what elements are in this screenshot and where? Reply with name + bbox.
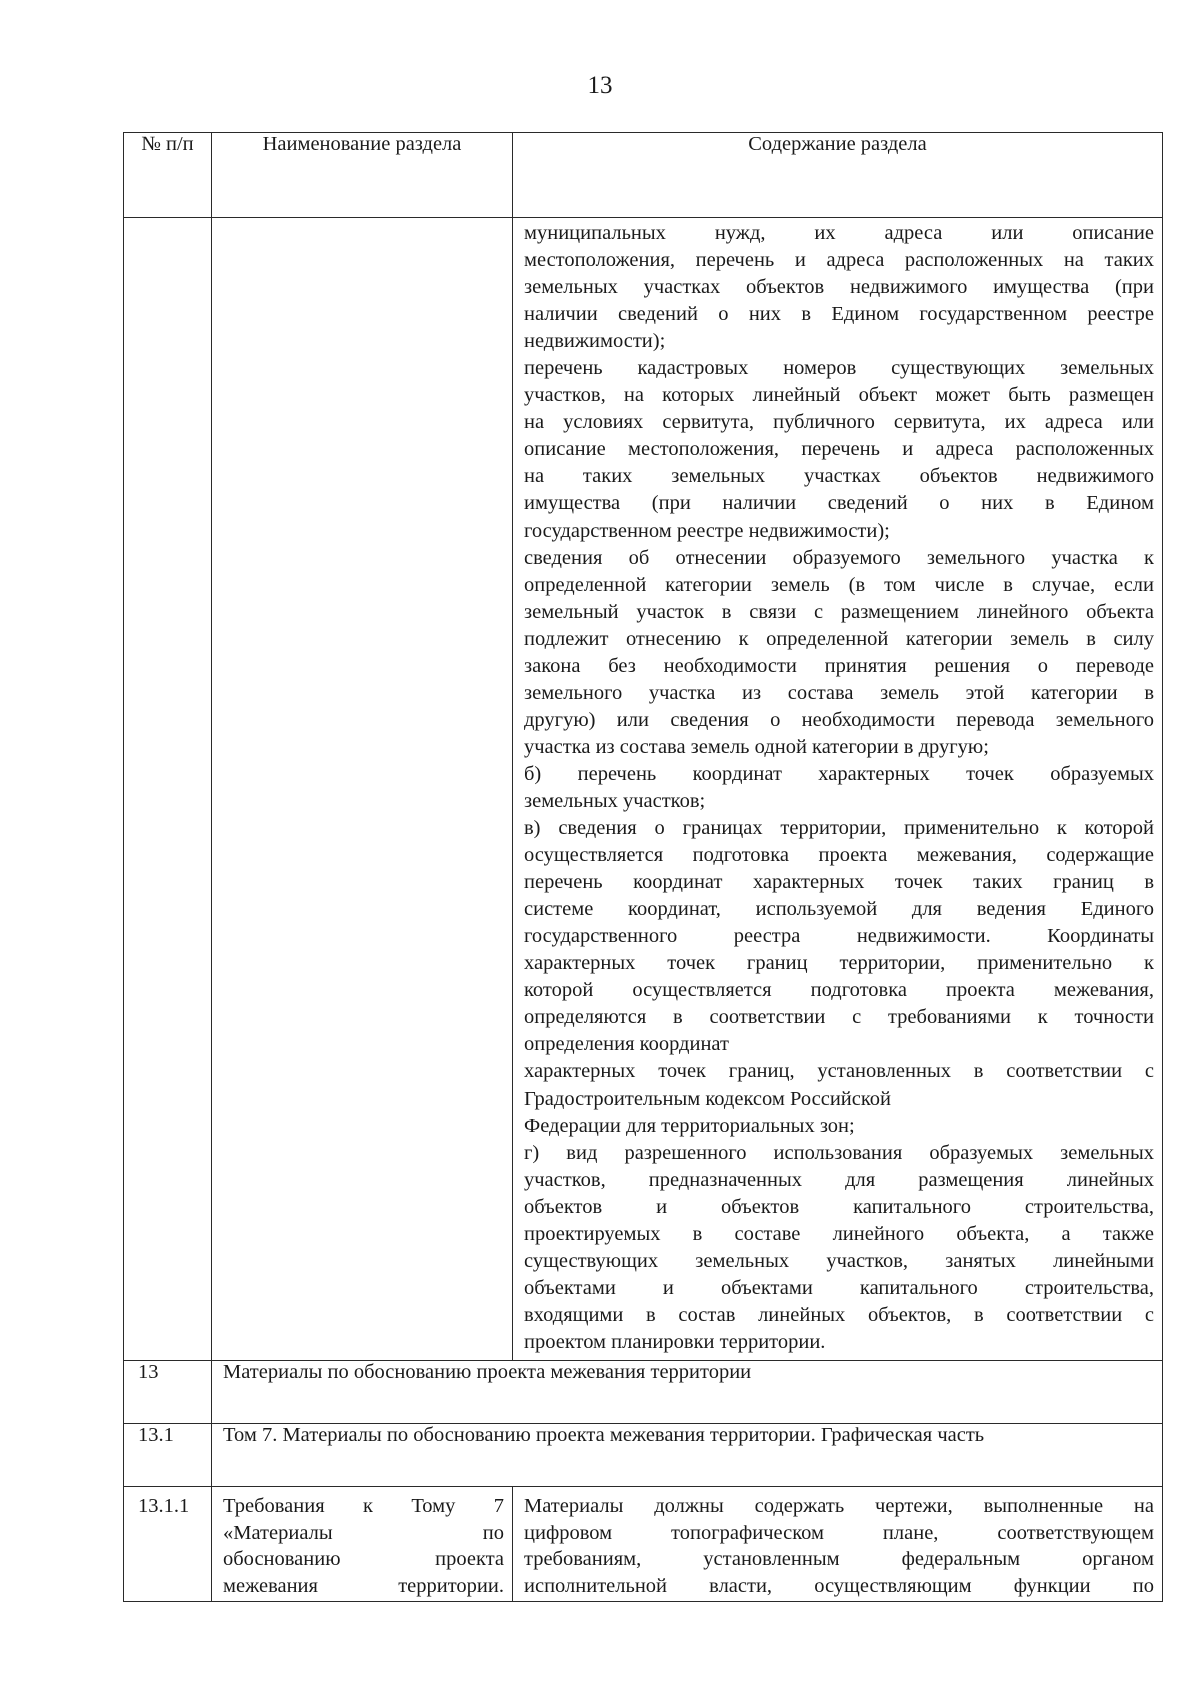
continuation-content-line: входящими в состав линейных объектов, в соответствии с [524,1303,1154,1326]
row-13-num: 13 [124,1361,212,1424]
continuation-content-line: земельного участка из состава земель этой категории в [524,681,1154,704]
continuation-content-line: определенной категории земель (в том числе в случае, если [524,573,1154,596]
continuation-content-line: перечень кадастровых номеров существующих земельных [524,357,1154,380]
continuation-content-line: на таких земельных участках объектов недвижимого [524,465,1154,488]
continuation-content-line: закона без необходимости принятия решения о переводе [524,654,1154,677]
row-13-1-1-content-line: цифровом топографическом плане, соответствующем [524,1521,1154,1544]
continuation-content-line: проектируемых в составе линейного объекта, а также [524,1222,1154,1245]
row-13-1-num: 13.1 [124,1424,212,1487]
row-13-1-1-content-line: исполнительной власти, осуществляющим функции по [524,1574,1154,1597]
continuation-content-line: участков, предназначенных для размещения линейных [524,1168,1154,1191]
continuation-content-line: Градостроительным кодексом Российской [524,1087,891,1110]
continuation-content-line: г) вид разрешенного использования образуемых земельных [524,1141,1154,1164]
continuation-content-line: характерных точек границ, установленных в соответствии с [524,1060,1154,1083]
table-row-13 [124,1361,1163,1424]
continuation-content-line: системе координат, используемой для ведения Единого [524,898,1154,921]
continuation-content-line: характерных точек границ территории, применительно к [524,952,1154,975]
continuation-content-line: земельных участков; [524,789,706,812]
row-13-1-1-content [513,1487,1163,1602]
table-row-continuation [124,218,1163,1361]
row-13-1-1-name-line: обоснованию проекта [223,1548,504,1570]
continuation-content-line: объектами и объектами капитального строительства, [524,1276,1154,1299]
header-section-name: Наименование раздела [212,133,513,218]
continuation-content-line: недвижимости); [524,330,666,353]
row-13-1-1-name-line: «Материалы по [223,1521,504,1544]
continuation-content-line: существующих земельных участков, занятых линейными [524,1249,1154,1272]
continuation-content-line: земельных участках объектов недвижимого имущества (при [524,276,1154,299]
continuation-content-line: имущества (при наличии сведений о них в Едином [524,492,1154,515]
continuation-content-line: муниципальных нужд, их адреса или описание [524,222,1154,244]
continuation-content-line: государственного реестра недвижимости. Координаты [524,925,1154,948]
continuation-content-line: другую) или сведения о необходимости перевода земельного [524,708,1154,731]
page-number: 13 [587,72,613,99]
continuation-content-line: объектов и объектов капитального строительства, [524,1195,1154,1218]
row-13-1-1-name-text [212,1487,512,1599]
table-row-13-1-1 [124,1487,1163,1602]
continuation-content-line: на условиях сервитута, публичного сервитута, их адреса или [524,411,1154,434]
row-13-1-1-content-line: требованиям, установленным федеральным органом [524,1548,1154,1570]
row-13-1-1-name [212,1487,513,1602]
requirements-table [123,132,1163,1602]
continuation-content-cell [513,218,1163,1361]
continuation-content-line: которой осуществляется подготовка проекта межевания, [524,979,1154,1002]
header-section-content: Содержание раздела [513,133,1163,218]
table-row-13-1 [124,1424,1163,1487]
continuation-content-line: определяются в соответствии с требованиями к точности [524,1006,1154,1029]
continuation-content-line: в) сведения о границах территории, применительно к которой [524,817,1154,840]
row-13-1-1-name-line: Требования к Тому 7 [223,1495,504,1517]
continuation-content-text [513,218,1162,1358]
continuation-content-line: описание местоположения, перечень и адреса расположенных [524,438,1154,461]
continuation-content-line: наличии сведений о них в Едином государственном реестре [524,303,1154,326]
row-13-1-title: Том 7. Материалы по обоснованию проекта межевания территории. Графическая часть [212,1424,1163,1487]
row-13-1-1-content-text [513,1487,1162,1599]
continuation-content-line: сведения об отнесении образуемого земельного участка к [524,546,1154,569]
continuation-content-line: земельный участок в связи с размещением линейного объекта [524,600,1154,623]
row-13-title: Материалы по обоснованию проекта межевания территории [212,1361,1163,1424]
continuation-content-line: участка из состава земель одной категории в другую; [524,735,989,758]
row-13-1-1-name-line: межевания территории. [223,1574,504,1597]
continuation-num-cell [124,218,212,1361]
continuation-content-line: осуществляется подготовка проекта межевания, содержащие [524,844,1154,867]
table-header-row [124,133,1163,218]
continuation-content-line: местоположения, перечень и адреса расположенных на таких [524,249,1154,272]
continuation-content-line: перечень координат характерных точек таких границ в [524,871,1154,894]
continuation-content-line: участков, на которых линейный объект может быть размещен [524,384,1154,407]
row-13-1-1-num: 13.1.1 [124,1487,212,1602]
continuation-content-line: Федерации для территориальных зон; [524,1114,855,1137]
header-num: № п/п [124,133,212,218]
continuation-content-line: государственном реестре недвижимости); [524,519,890,542]
continuation-content-line: подлежит отнесению к определенной категории земель в силу [524,627,1154,650]
continuation-name-cell [212,218,513,1361]
continuation-content-line: определения координат [524,1033,729,1056]
continuation-content-line: б) перечень координат характерных точек образуемых [524,762,1154,785]
row-13-1-1-content-line: Материалы должны содержать чертежи, выполненные на [524,1495,1154,1517]
continuation-content-line: проектом планировки территории. [524,1330,826,1353]
